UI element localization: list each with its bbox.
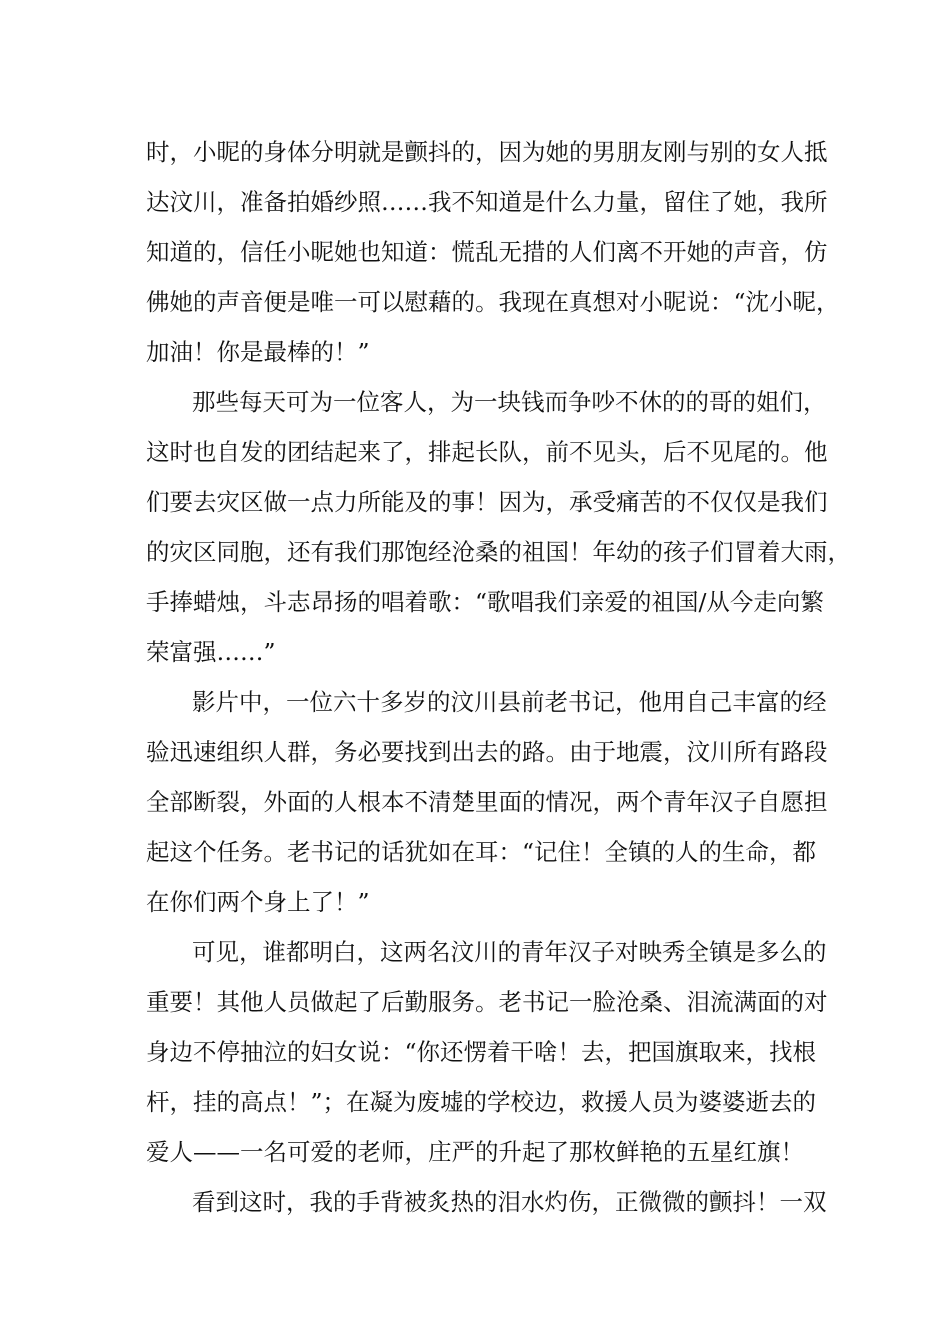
text-line: 加油！你是最棒的！” — [146, 338, 370, 366]
text-line: 起这个任务。老书记的话犹如在耳：“记住！全镇的人的生命，都 — [146, 838, 817, 866]
text-line: 时，小昵的身体分明就是颤抖的，因为她的男朋友刚与别的女人抵 — [146, 138, 828, 166]
text-line: 这时也自发的团结起来了，排起长队，前不见头，后不见尾的。他 — [146, 438, 828, 466]
text-line: 重要！其他人员做起了后勤服务。老书记一脸沧桑、泪流满面的对 — [146, 988, 828, 1016]
text-line: 达汶川，准备拍婚纱照……我不知道是什么力量，留住了她，我所 — [146, 188, 828, 216]
paragraph-first-line: 看到这时，我的手背被炙热的泪水灼伤，正微微的颤抖！一双 — [192, 1188, 827, 1216]
text-line: 在你们两个身上了！” — [146, 888, 370, 916]
paragraph-first-line: 可见，谁都明白，这两名汶川的青年汉子对映秀全镇是多么的 — [192, 938, 827, 966]
text-line: 手捧蜡烛，斗志昂扬的唱着歌：“歌唱我们亲爱的祖国/从今走向繁 — [146, 588, 824, 616]
text-line: 荣富强……” — [146, 638, 276, 666]
text-line: 全部断裂，外面的人根本不清楚里面的情况，两个青年汉子自愿担 — [146, 788, 828, 816]
text-line: 们要去灾区做一点力所能及的事！因为，承受痛苦的不仅仅是我们 — [146, 488, 828, 516]
text-line: 的灾区同胞，还有我们那饱经沧桑的祖国！年幼的孩子们冒着大雨， — [146, 538, 851, 566]
paragraph-first-line: 影片中，一位六十多岁的汶川县前老书记，他用自己丰富的经 — [192, 688, 827, 716]
text-line: 爱人——一名可爱的老师，庄严的升起了那枚鲜艳的五星红旗！ — [146, 1138, 804, 1166]
text-line: 验迅速组织人群，务必要找到出去的路。由于地震，汶川所有路段 — [146, 738, 828, 766]
text-line: 杆，挂的高点！”；在凝为废墟的学校边，救援人员为婆婆逝去的 — [146, 1088, 817, 1116]
text-line: 身边不停抽泣的妇女说：“你还愣着干啥！去，把国旗取来，找根 — [146, 1038, 817, 1066]
text-line: 佛她的声音便是唯一可以慰藉的。我现在真想对小昵说：“沈小昵， — [146, 288, 840, 316]
paragraph-first-line: 那些每天可为一位客人，为一块钱而争吵不休的的哥的姐们， — [192, 388, 827, 416]
text-line: 知道的，信任小昵她也知道：慌乱无措的人们离不开她的声音，仿 — [146, 238, 828, 266]
